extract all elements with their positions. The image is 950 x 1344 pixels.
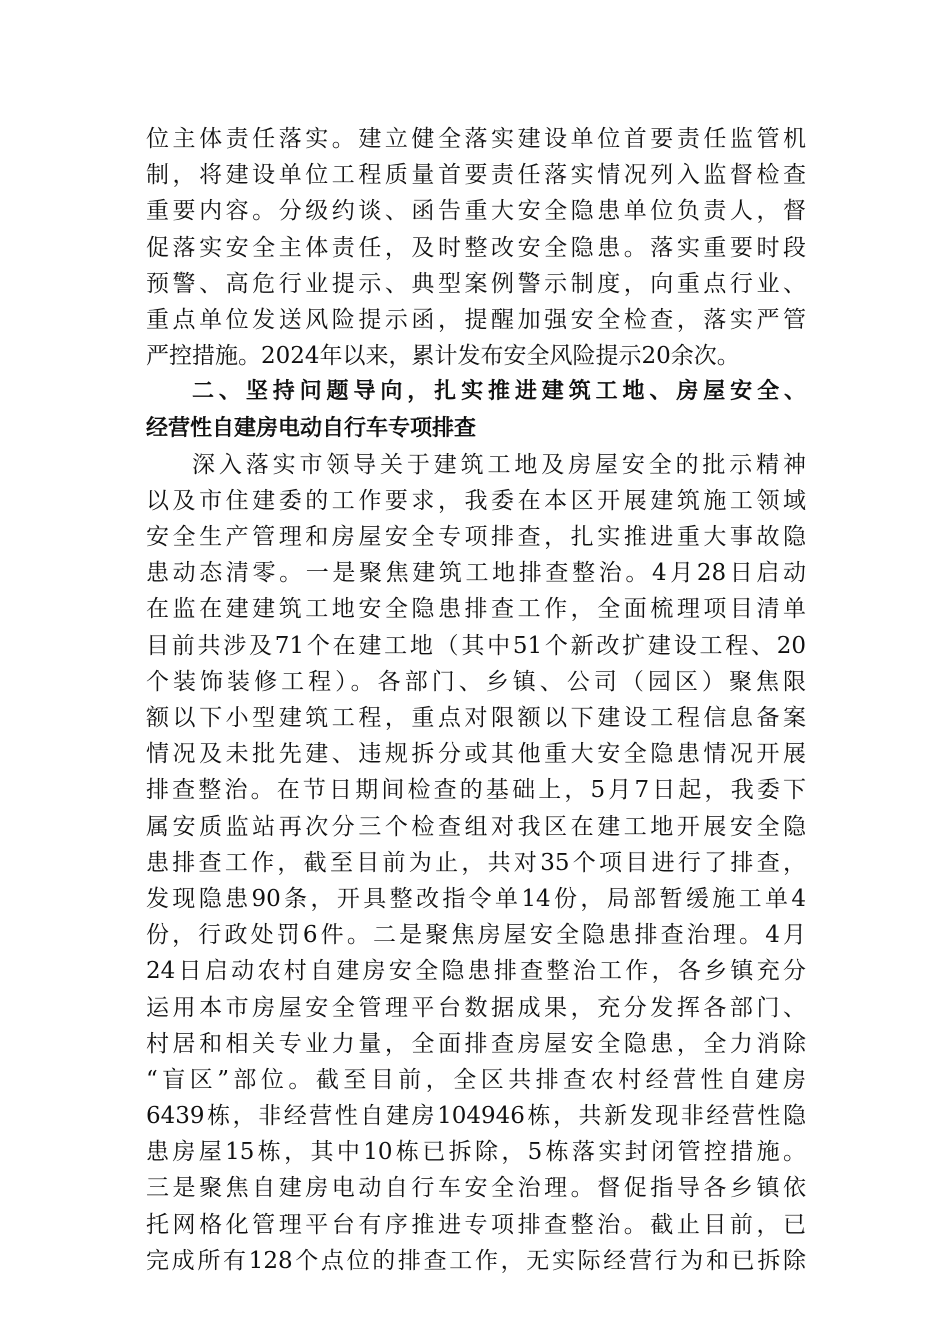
text-line: 重要内容。分级约谈、函告重大安全隐患单位负责人，督 — [146, 198, 806, 225]
text-line: 情况及未批先建、违规拆分或其他重大安全隐患情况开展 — [146, 741, 806, 768]
text-line: 三是聚焦自建房电动自行车安全治理。督促指导各乡镇依 — [146, 1175, 806, 1202]
text-line: 重点单位发送风险提示函，提醒加强安全检查，落实严管 — [146, 306, 806, 333]
text-line: 深入落实市领导关于建筑工地及房屋安全的批示精神 — [192, 451, 806, 478]
text-line: 运用本市房屋安全管理平台数据成果，充分发挥各部门、 — [146, 994, 806, 1021]
paragraph-responsibility — [146, 121, 806, 374]
heading-line: 二、坚持问题导向，扎实推进建筑工地、房屋安全、 — [192, 379, 806, 405]
text-line: 位主体责任落实。建立健全落实建设单位首要责任监管机 — [146, 126, 806, 152]
text-line: 托网格化管理平台有序推进专项排查整治。截止目前，已 — [146, 1211, 806, 1238]
text-line: 属安质监站再次分三个检查组对我区在建工地开展安全隐 — [146, 813, 806, 840]
text-line: 份，行政处罚6件。二是聚焦房屋安全隐患排查治理。4月 — [146, 922, 806, 949]
text-line: 完成所有128个点位的排查工作，无实际经营行为和已拆除 — [146, 1247, 806, 1274]
text-line: 24日启动农村自建房安全隐患排查整治工作，各乡镇充分 — [146, 958, 806, 985]
text-line: 以及市住建委的工作要求，我委在本区开展建筑施工领域 — [146, 487, 806, 514]
paragraph-inspection — [146, 447, 806, 1279]
section-heading — [146, 374, 806, 446]
text-line: 安全生产管理和房屋安全专项排查，扎实推进重大事故隐 — [146, 524, 806, 551]
text-line: 患排查工作，截至目前为止，共对35个项目进行了排查， — [146, 849, 806, 876]
text-line: 促落实安全主体责任，及时整改安全隐患。落实重要时段 — [146, 234, 806, 261]
text-line: 预警、高危行业提示、典型案例警示制度，向重点行业、 — [146, 270, 806, 297]
text-line: 排查整治。在节日期间检查的基础上，5月7日起，我委下 — [146, 777, 806, 804]
text-line: 制，将建设单位工程质量首要责任落实情况列入监督检查 — [146, 162, 806, 189]
text-line: 发现隐患90条，开具整改指令单14份，局部暂缓施工单4 — [146, 885, 806, 912]
text-line: 患动态清零。一是聚焦建筑工地排查整治。4月28日启动 — [146, 560, 806, 587]
text-line: “盲区”部位。截至目前，全区共排查农村经营性自建房 — [146, 1066, 806, 1093]
text-line: 患房屋15栋，其中10栋已拆除，5栋落实封闭管控措施。 — [146, 1139, 806, 1166]
text-line: 村居和相关专业力量，全面排查房屋安全隐患，全力消除 — [146, 1030, 806, 1057]
heading-line: 经营性自建房电动自行车专项排查 — [146, 415, 477, 441]
text-line: 额以下小型建筑工程，重点对限额以下建设工程信息备案 — [146, 705, 806, 731]
document-page — [146, 121, 806, 1279]
text-line: 在监在建建筑工地安全隐患排查工作，全面梳理项目清单 — [146, 596, 806, 623]
text-line: 个装饰装修工程）。各部门、乡镇、公司（园区）聚焦限 — [146, 668, 806, 695]
text-line: 目前共涉及71个在建工地（其中51个新改扩建设工程、20 — [146, 632, 806, 659]
text-line: 6439栋，非经营性自建房104946栋，共新发现非经营性隐 — [146, 1103, 806, 1130]
text-line: 严控措施。2024年以来，累计发布安全风险提示20余次。 — [146, 343, 740, 370]
